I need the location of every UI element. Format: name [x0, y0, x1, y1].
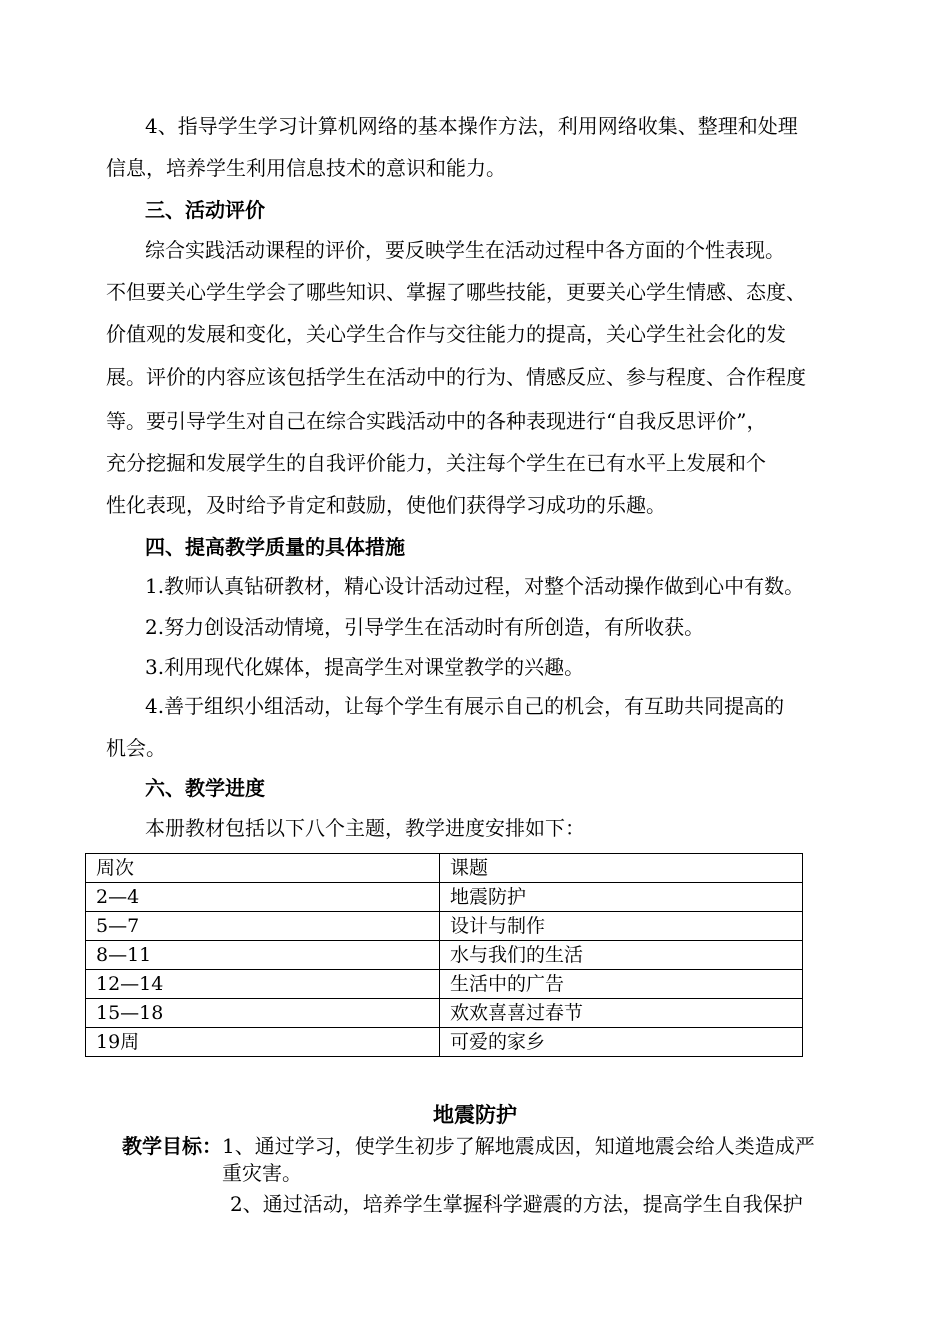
intro-item4-line2: 信息，培养学生利用信息技术的意识和能力。	[106, 156, 506, 180]
schedule-row	[86, 912, 803, 941]
goal-1-line1: 1、通过学习，使学生初步了解地震成因，知道地震会给人类造成严	[222, 1134, 815, 1158]
schedule-table	[85, 853, 803, 1057]
schedule-row	[86, 941, 803, 970]
schedule-header-week: 周次	[86, 854, 440, 883]
schedule-week-cell: 12—14	[86, 970, 440, 999]
schedule-row	[86, 970, 803, 999]
schedule-topic-cell: 地震防护	[440, 883, 803, 912]
measures-item-4-line2: 机会。	[106, 736, 166, 760]
evaluation-line-7: 性化表现，及时给予肯定和鼓励，使他们获得学习成功的乐趣。	[106, 493, 666, 517]
lesson-title: 地震防护	[433, 1103, 517, 1127]
schedule-header-topic: 课题	[440, 854, 803, 883]
schedule-week-cell: 2—4	[86, 883, 440, 912]
schedule-heading: 六、教学进度	[145, 776, 265, 800]
evaluation-line-5: 等。要引导学生对自己在综合实践活动中的各种表现进行“自我反思评价”，	[106, 409, 767, 433]
measures-item-4-line1: 4.善于组织小组活动，让每个学生有展示自己的机会，有互助共同提高的	[145, 694, 785, 718]
schedule-week-cell: 19周	[86, 1028, 440, 1057]
schedule-topic-cell: 可爱的家乡	[440, 1028, 803, 1057]
schedule-week-cell: 15—18	[86, 999, 440, 1028]
evaluation-line-2: 不但要关心学生学会了哪些知识、掌握了哪些技能，更要关心学生情感、态度、	[106, 280, 806, 304]
teaching-goal-label: 教学目标：	[122, 1134, 222, 1158]
goal-2-line1: 2、通过活动，培养学生掌握科学避震的方法，提高学生自我保护	[230, 1192, 803, 1216]
schedule-topic-cell: 水与我们的生活	[440, 941, 803, 970]
goal-1-line2: 重灾害。	[222, 1161, 302, 1185]
schedule-header-row	[86, 854, 803, 883]
evaluation-heading: 三、活动评价	[145, 198, 265, 222]
measures-item-1: 1.教师认真钻研教材，精心设计活动过程，对整个活动操作做到心中有数。	[145, 574, 805, 598]
schedule-row	[86, 1028, 803, 1057]
intro-item4-line1: 4、指导学生学习计算机网络的基本操作方法，利用网络收集、整理和处理	[145, 114, 798, 138]
schedule-week-cell: 8—11	[86, 941, 440, 970]
schedule-row	[86, 999, 803, 1028]
evaluation-line-4: 展。评价的内容应该包括学生在活动中的行为、情感反应、参与程度、合作程度	[106, 365, 806, 389]
schedule-intro: 本册教材包括以下八个主题，教学进度安排如下：	[145, 816, 585, 840]
measures-item-3: 3.利用现代化媒体，提高学生对课堂教学的兴趣。	[145, 655, 585, 679]
evaluation-line-6: 充分挖掘和发展学生的自我评价能力，关注每个学生在已有水平上发展和个	[106, 451, 766, 475]
evaluation-line-3: 价值观的发展和变化，关心学生合作与交往能力的提高，关心学生社会化的发	[106, 322, 786, 346]
schedule-week-cell: 5—7	[86, 912, 440, 941]
schedule-topic-cell: 欢欢喜喜过春节	[440, 999, 803, 1028]
evaluation-line-1: 综合实践活动课程的评价，要反映学生在活动过程中各方面的个性表现。	[145, 238, 785, 262]
measures-item-2: 2.努力创设活动情境，引导学生在活动时有所创造，有所收获。	[145, 615, 705, 639]
schedule-row	[86, 883, 803, 912]
schedule-topic-cell: 设计与制作	[440, 912, 803, 941]
schedule-topic-cell: 生活中的广告	[440, 970, 803, 999]
measures-heading: 四、提高教学质量的具体措施	[145, 535, 405, 559]
